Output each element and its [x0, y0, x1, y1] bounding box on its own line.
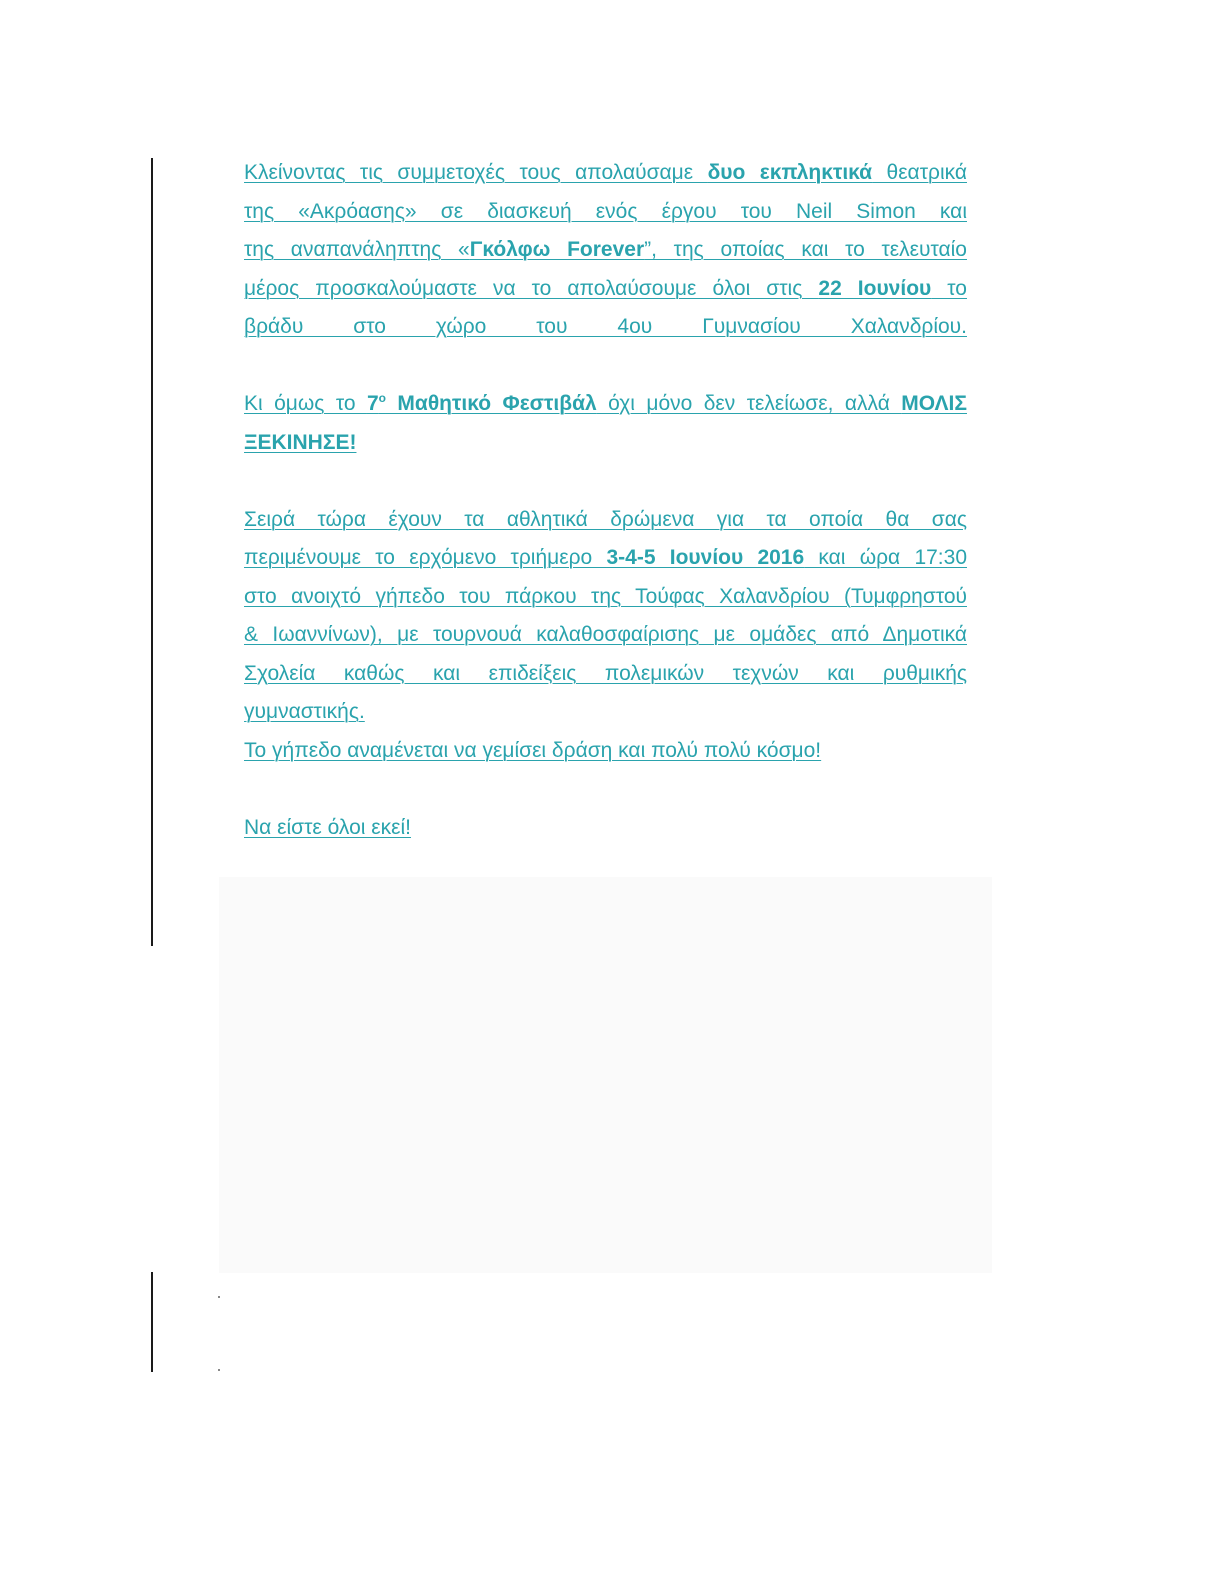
paragraph-line: στο ανοιχτό γήπεδο του πάρκου της Τούφας Χαλανδρίου (Τυμφρηστού [244, 584, 967, 608]
paragraph-line: Κι όμως το $7^o$ Μαθητικό Φεστιβάλ όχι μόνο δεν τελείωσε, αλλά ΜΟΛΙΣ [244, 391, 967, 415]
paragraph-line: περιμένουμε το ερχόμενο τριήμερο 3-4-5 Ιουνίου 2016 και ώρα 17:30 [244, 546, 967, 569]
stray-dot [218, 1296, 220, 1298]
paragraph-festival[interactable] [244, 385, 967, 462]
paragraph-line: γυμναστικής. [244, 700, 365, 723]
paragraph-line: Σειρά τώρα έχουν τα αθλητικά δρώμενα για τα οποία θα σας [244, 507, 967, 531]
margin-bar-bottom [151, 1272, 153, 1372]
paragraph-line: Κλείνοντας τις συμμετοχές τους απολαύσαμε δυο εκπληκτικά θεατρικά [244, 161, 967, 184]
article-body [244, 154, 967, 847]
stray-dot [218, 1369, 220, 1371]
margin-bar-top [151, 158, 153, 946]
paragraph-line: Σχολεία καθώς και επιδείξεις πολεμικών τεχνών και ρυθμικής [244, 661, 967, 685]
paragraph-line: & Ιωαννίνων), με τουρνουά καλαθοσφαίρισης με ομάδες από Δημοτικά [244, 623, 967, 646]
paragraph-line: της αναπανάληπτης «Γκόλφω Forever”, της οποίας και το τελευταίο [244, 238, 967, 261]
closing-line[interactable] [244, 809, 967, 848]
paragraph-line: Το γήπεδο αναμένεται να γεμίσει δράση και πολύ πολύ κόσμο! [244, 738, 822, 762]
paragraph-line: ΞΕΚΙΝΗΣΕ! [244, 430, 357, 454]
embedded-image-area [219, 877, 992, 1273]
paragraph-line: της «Ακρόασης» σε διασκευή ενός έργου του Neil Simon και [244, 199, 967, 223]
paragraph-theatre[interactable] [244, 154, 967, 347]
paragraph-line: μέρος προσκαλούμαστε να το απολαύσουμε όλοι στις 22 Ιουνίου το [244, 276, 967, 300]
paragraph-line: βράδυ στο χώρο του 4ου Γυμνασίου Χαλανδρίου. [244, 315, 967, 338]
paragraph-sports[interactable] [244, 501, 967, 771]
closing-text: Να είστε όλοι εκεί! [244, 815, 411, 839]
